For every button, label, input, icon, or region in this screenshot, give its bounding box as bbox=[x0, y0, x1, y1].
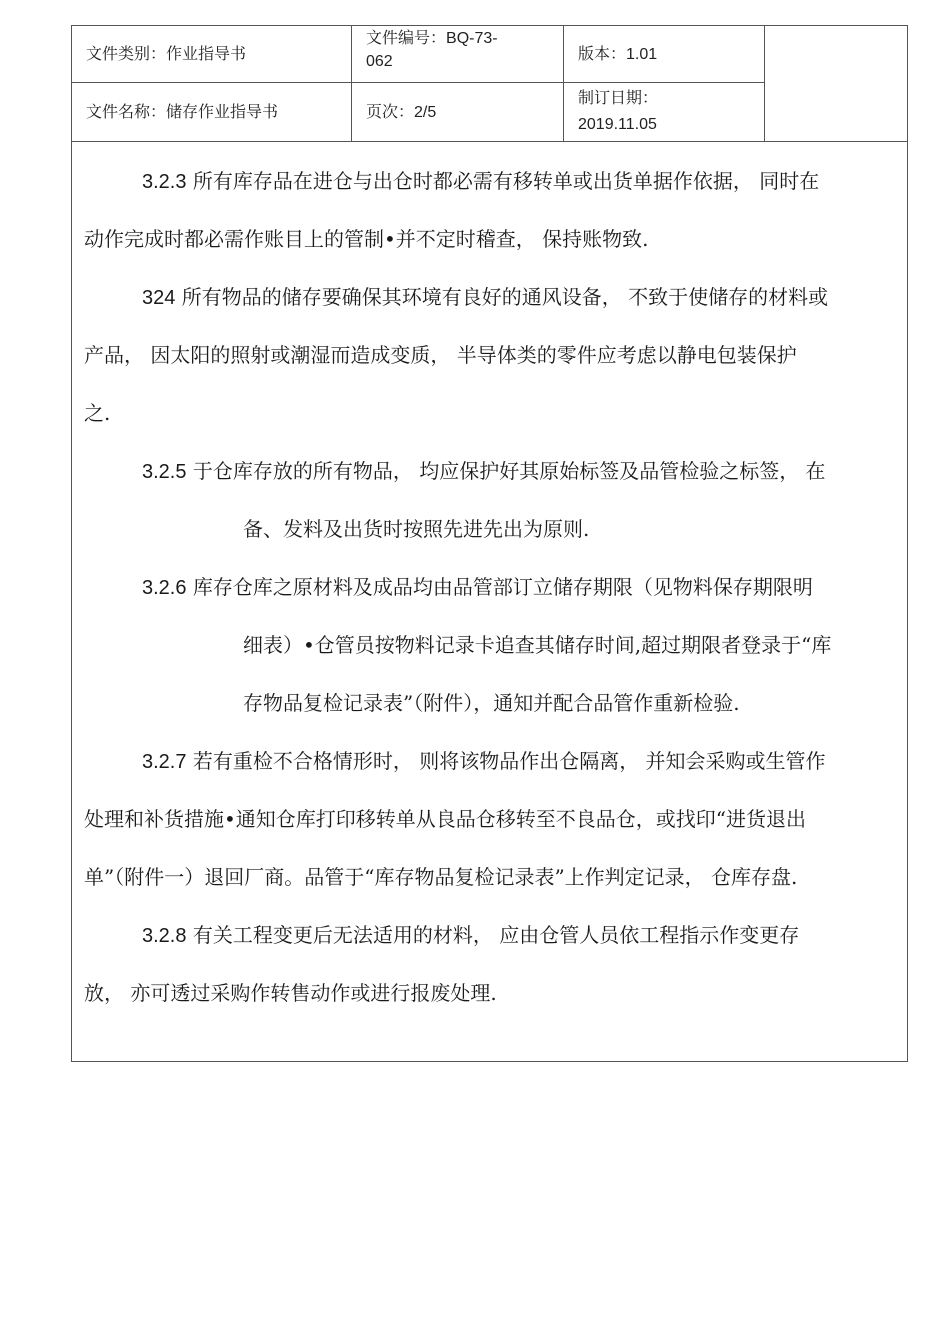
para-324-line-2: 产品， 因太阳的照射或潮湿而造成变质， 半导体类的零件应考虑以静电包装保护 bbox=[84, 343, 797, 367]
para-323-line-1 bbox=[142, 166, 819, 197]
doc-number-value-1: BQ-73- bbox=[446, 30, 498, 47]
para-328-line-2: 放， 亦可透过采购作转售动作或进行报废处理. bbox=[84, 981, 497, 1005]
para-327-text-1: 若有重检不合格情形时， 则将该物品作出仓隔离， 并知会采购或生管作 bbox=[186, 749, 826, 773]
para-327-number: 3.2.7 bbox=[142, 751, 187, 773]
page-value: 2/5 bbox=[414, 104, 437, 121]
header-row-divider bbox=[71, 82, 765, 83]
para-326-line-1 bbox=[142, 572, 813, 603]
para-325-line-1 bbox=[142, 456, 826, 487]
header-col-divider-1 bbox=[351, 25, 352, 142]
para-323-number: 3.2.3 bbox=[142, 171, 187, 193]
doc-category: 文件类别：作业指导书 bbox=[86, 44, 247, 63]
para-323-line-2: 动作完成时都必需作账目上的管制•并不定时稽查， 保持账物致. bbox=[84, 227, 649, 251]
para-327-line-3: 单”（附件一）退回厂商。品管于“库存物品复检记录表”上作判定记录， 仓库存盘. bbox=[84, 865, 798, 889]
para-324-line-3: 之. bbox=[84, 401, 111, 425]
doc-name: 文件名称：储存作业指导书 bbox=[86, 102, 279, 121]
para-325-line-2: 备、发料及出货时按照先进先出为原则. bbox=[243, 517, 590, 541]
para-326-text-1: 库存仓库之原材料及成品均由品管部订立储存期限（见物料保存期限明 bbox=[186, 575, 813, 599]
header-col-divider-2 bbox=[563, 25, 564, 142]
doc-number-label: 文件编号： bbox=[366, 28, 447, 47]
page-number bbox=[366, 101, 436, 124]
doc-number bbox=[366, 27, 498, 73]
page-label: 页次： bbox=[366, 102, 415, 121]
para-324-number: 324 bbox=[142, 287, 176, 309]
doc-number-value-2: 062 bbox=[366, 53, 393, 70]
para-328-line-1 bbox=[142, 920, 799, 951]
para-327-line-2: 处理和补货措施•通知仓库打印移转单从良品仓移转至不良品仓，或找印“进货退出 bbox=[84, 807, 807, 831]
para-325-number: 3.2.5 bbox=[142, 461, 187, 483]
para-326-line-2: 细表）•仓管员按物料记录卡追查其储存时间,超过期限者登录于“库 bbox=[243, 633, 832, 657]
version-value: 1.01 bbox=[626, 46, 658, 63]
para-325-text-1: 于仓库存放的所有物品， 均应保护好其原始标签及品管检验之标签， 在 bbox=[186, 459, 826, 483]
revision-date bbox=[578, 85, 658, 138]
para-328-text-1: 有关工程变更后无法适用的材料， 应由仓管人员依工程指示作变更存 bbox=[186, 923, 800, 947]
header-col-divider-3 bbox=[764, 25, 765, 142]
para-327-line-1 bbox=[142, 746, 826, 777]
para-323-text-1: 所有库存品在进仓与出仓时都必需有移转单或出货单据作依据， 同时在 bbox=[186, 169, 820, 193]
para-324-text-1: 所有物品的储存要确保其环境有良好的通风设备， 不致于使储存的材料或 bbox=[175, 285, 829, 309]
para-326-number: 3.2.6 bbox=[142, 577, 187, 599]
version bbox=[578, 43, 657, 66]
revision-value: 2019.11.05 bbox=[578, 116, 657, 133]
para-326-line-3: 存物品复检记录表”（附件），通知并配合品管作重新检验. bbox=[243, 691, 740, 715]
header-bottom-border bbox=[71, 141, 908, 142]
para-328-number: 3.2.8 bbox=[142, 925, 187, 947]
para-324-line-1 bbox=[142, 282, 828, 313]
revision-label: 制订日期： bbox=[578, 88, 659, 107]
version-label: 版本： bbox=[578, 44, 627, 63]
